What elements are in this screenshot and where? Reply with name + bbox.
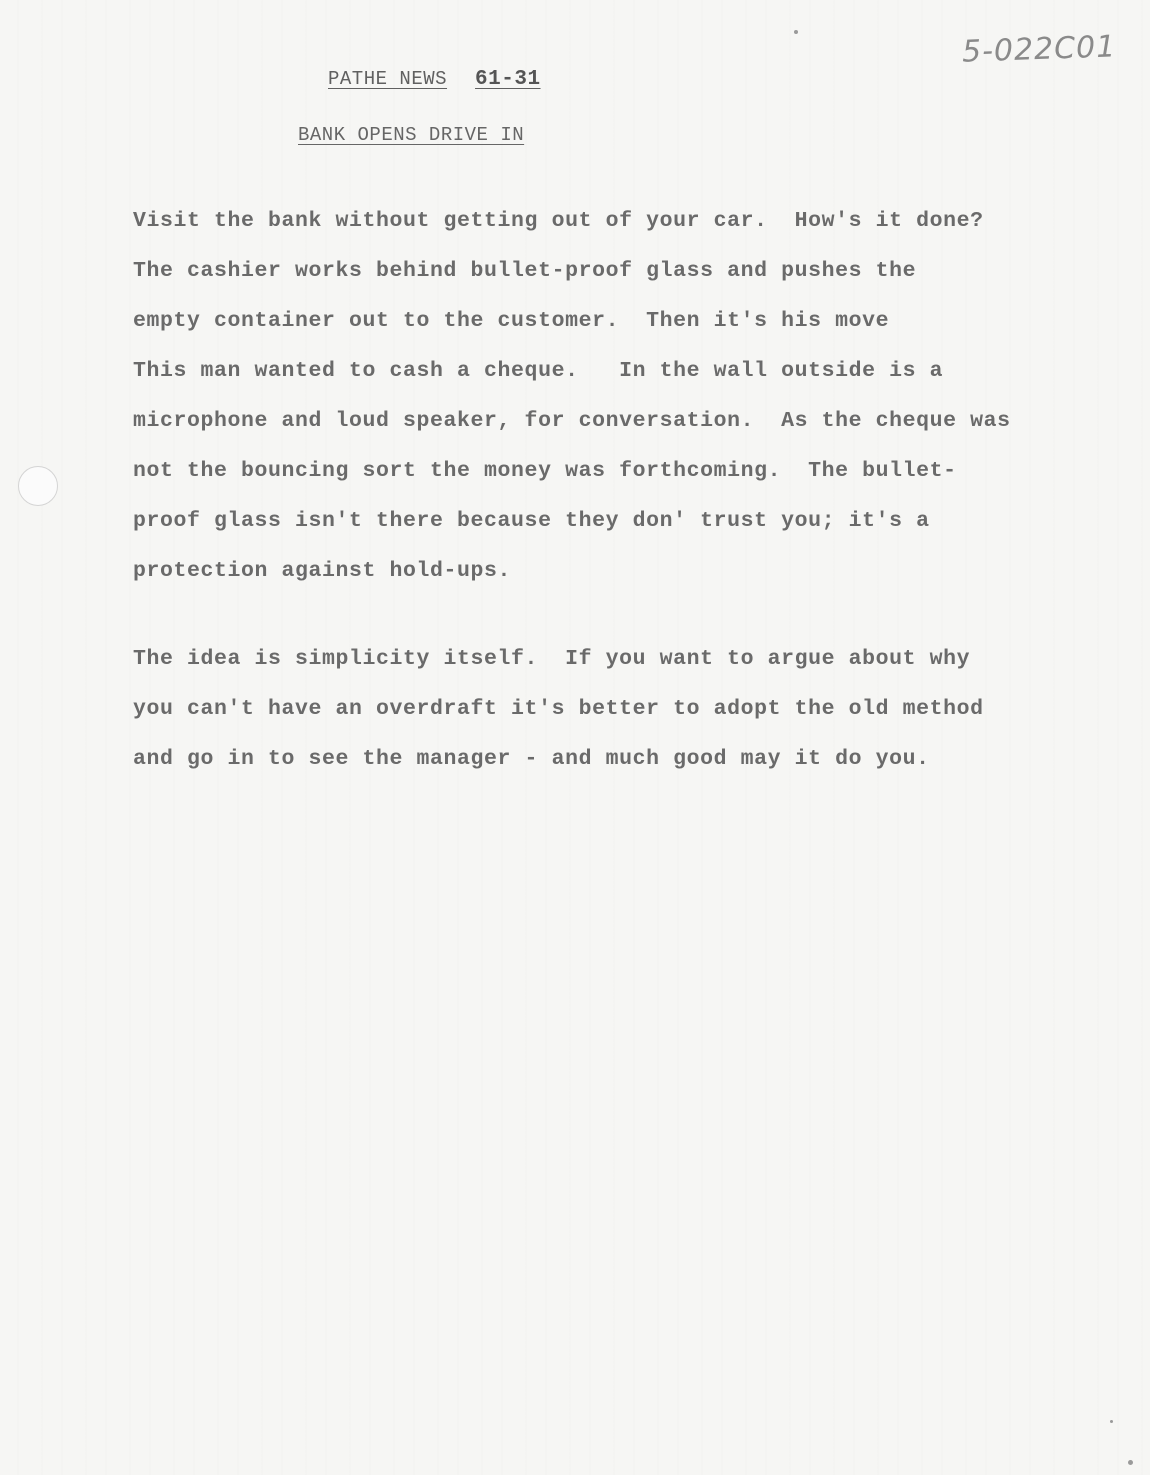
paragraph-line: you can't have an overdraft it's better to adopt the old method: [133, 697, 984, 721]
document-header: [328, 68, 541, 91]
paragraph-line: microphone and loud speaker, for conversation. As the cheque was: [133, 409, 1011, 433]
document-title: BANK OPENS DRIVE IN: [298, 124, 525, 146]
header-label: PATHE NEWS: [328, 68, 448, 90]
paragraph-line: and go in to see the manager - and much good may it do you.: [133, 747, 930, 771]
paragraph-line: proof glass isn't there because they don' trust you; it's a: [133, 509, 930, 533]
reference-number: 5-022C01: [961, 29, 1117, 70]
paper-speck: [1110, 1420, 1113, 1423]
paragraph-line: empty container out to the customer. Then it's his move: [133, 309, 890, 333]
paragraph-line: This man wanted to cash a cheque. In the wall outside is a: [133, 359, 944, 383]
punch-hole: [18, 466, 58, 506]
paragraph-line: The cashier works behind bullet-proof glass and pushes the: [133, 259, 917, 283]
paper-speck: [1128, 1460, 1133, 1465]
paper-speck: [794, 30, 798, 34]
paragraph-2: [133, 634, 1113, 784]
paragraph-line: not the bouncing sort the money was forthcoming. The bullet-: [133, 459, 957, 483]
header-issue-number: 61-31: [475, 68, 541, 91]
paragraph-1: [133, 196, 1113, 596]
paragraph-line: protection against hold-ups.: [133, 559, 512, 583]
paragraph-line: The idea is simplicity itself. If you want to argue about why: [133, 647, 971, 671]
paragraph-line: Visit the bank without getting out of your car. How's it done?: [133, 209, 984, 233]
